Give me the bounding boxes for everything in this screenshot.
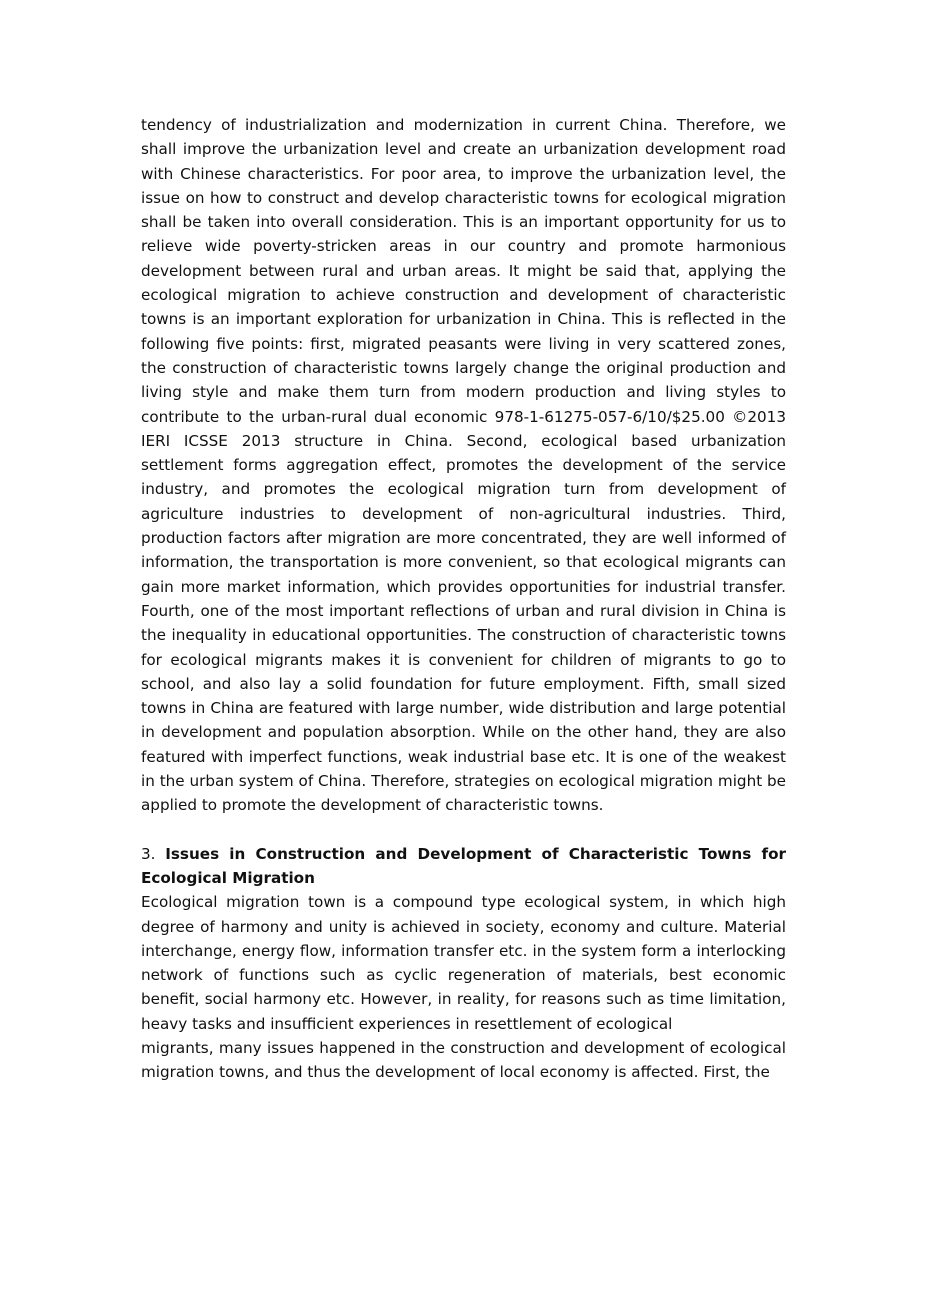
section-title: Issues in Construction and Development of Characteristic Towns for Ecological Migration <box>141 844 787 887</box>
section-number: 3. <box>141 844 156 863</box>
body-paragraph-migrants: migrants, many issues happened in the construction and development of ecological migration towns, and thus the development of local economy is affected. First, the <box>141 1038 786 1082</box>
body-paragraph-urbanization: tendency of industrialization and modernization in current China. Therefore, we shall improve the urbanization level and create an urbanization development road with Chinese characteristics. For poor area, to improve the urbanization level, the issue on how to construct and develop characteristic towns for ecological migration shall be taken into overall consideration. This is an important opportunity for us to relieve wide poverty-stricken areas in our country and promote harmonious development between rural and urban areas. It might be said that, applying the ecological migration to achieve construction and development of characteristic towns is an important exploration for urbanization in China. This is reflected in the following five points: first, migrated peasants were living in very scattered zones, the construction of characteristic towns largely change the original production and living style and make them turn from modern production and living styles to contribute to the urban-rural dual economic 978-1-61275-057-6/10/$25.00 ©2013 IERI ICSSE 2013 structure in China. Second, ecological based urbanization settlement forms aggregation effect, promotes the development of the service industry, and promotes the ecological migration turn from development of agriculture industries to development of non-agricultural industries. Third, production factors after migration are more concentrated, they are well informed of information, the transportation is more convenient, so that ecological migrants can gain more market information, which provides opportunities for industrial transfer. Fourth, one of the most important reflections of urban and rural division in China is the inequality in educational opportunities. The construction of characteristic towns for ecological migrants makes it is convenient for children of migrants to go to school, and also lay a solid foundation for future employment. Fifth, small sized towns in China are featured with large number, wide distribution and large potential in development and population absorption. While on the other hand, they are also featured with imperfect functions, weak industrial base etc. It is one of the weakest in the urban system of China. Therefore, strategies on ecological migration might be applied to promote the development of characteristic towns. <box>141 116 786 815</box>
document-page <box>141 113 786 1085</box>
body-paragraph-ecological-town: Ecological migration town is a compound type ecological system, in which high degree of harmony and unity is achieved in society, economy and culture. Material interchange, energy flow, information transfer etc. in the system form a interlocking network of functions such as cyclic regeneration of materials, best economic benefit, social harmony etc. However, in reality, for reasons such as time limitation, heavy tasks and insufficient experiences in resettlement of ecological <box>141 893 786 1033</box>
section-heading <box>141 842 786 891</box>
section-spacer <box>141 818 786 842</box>
